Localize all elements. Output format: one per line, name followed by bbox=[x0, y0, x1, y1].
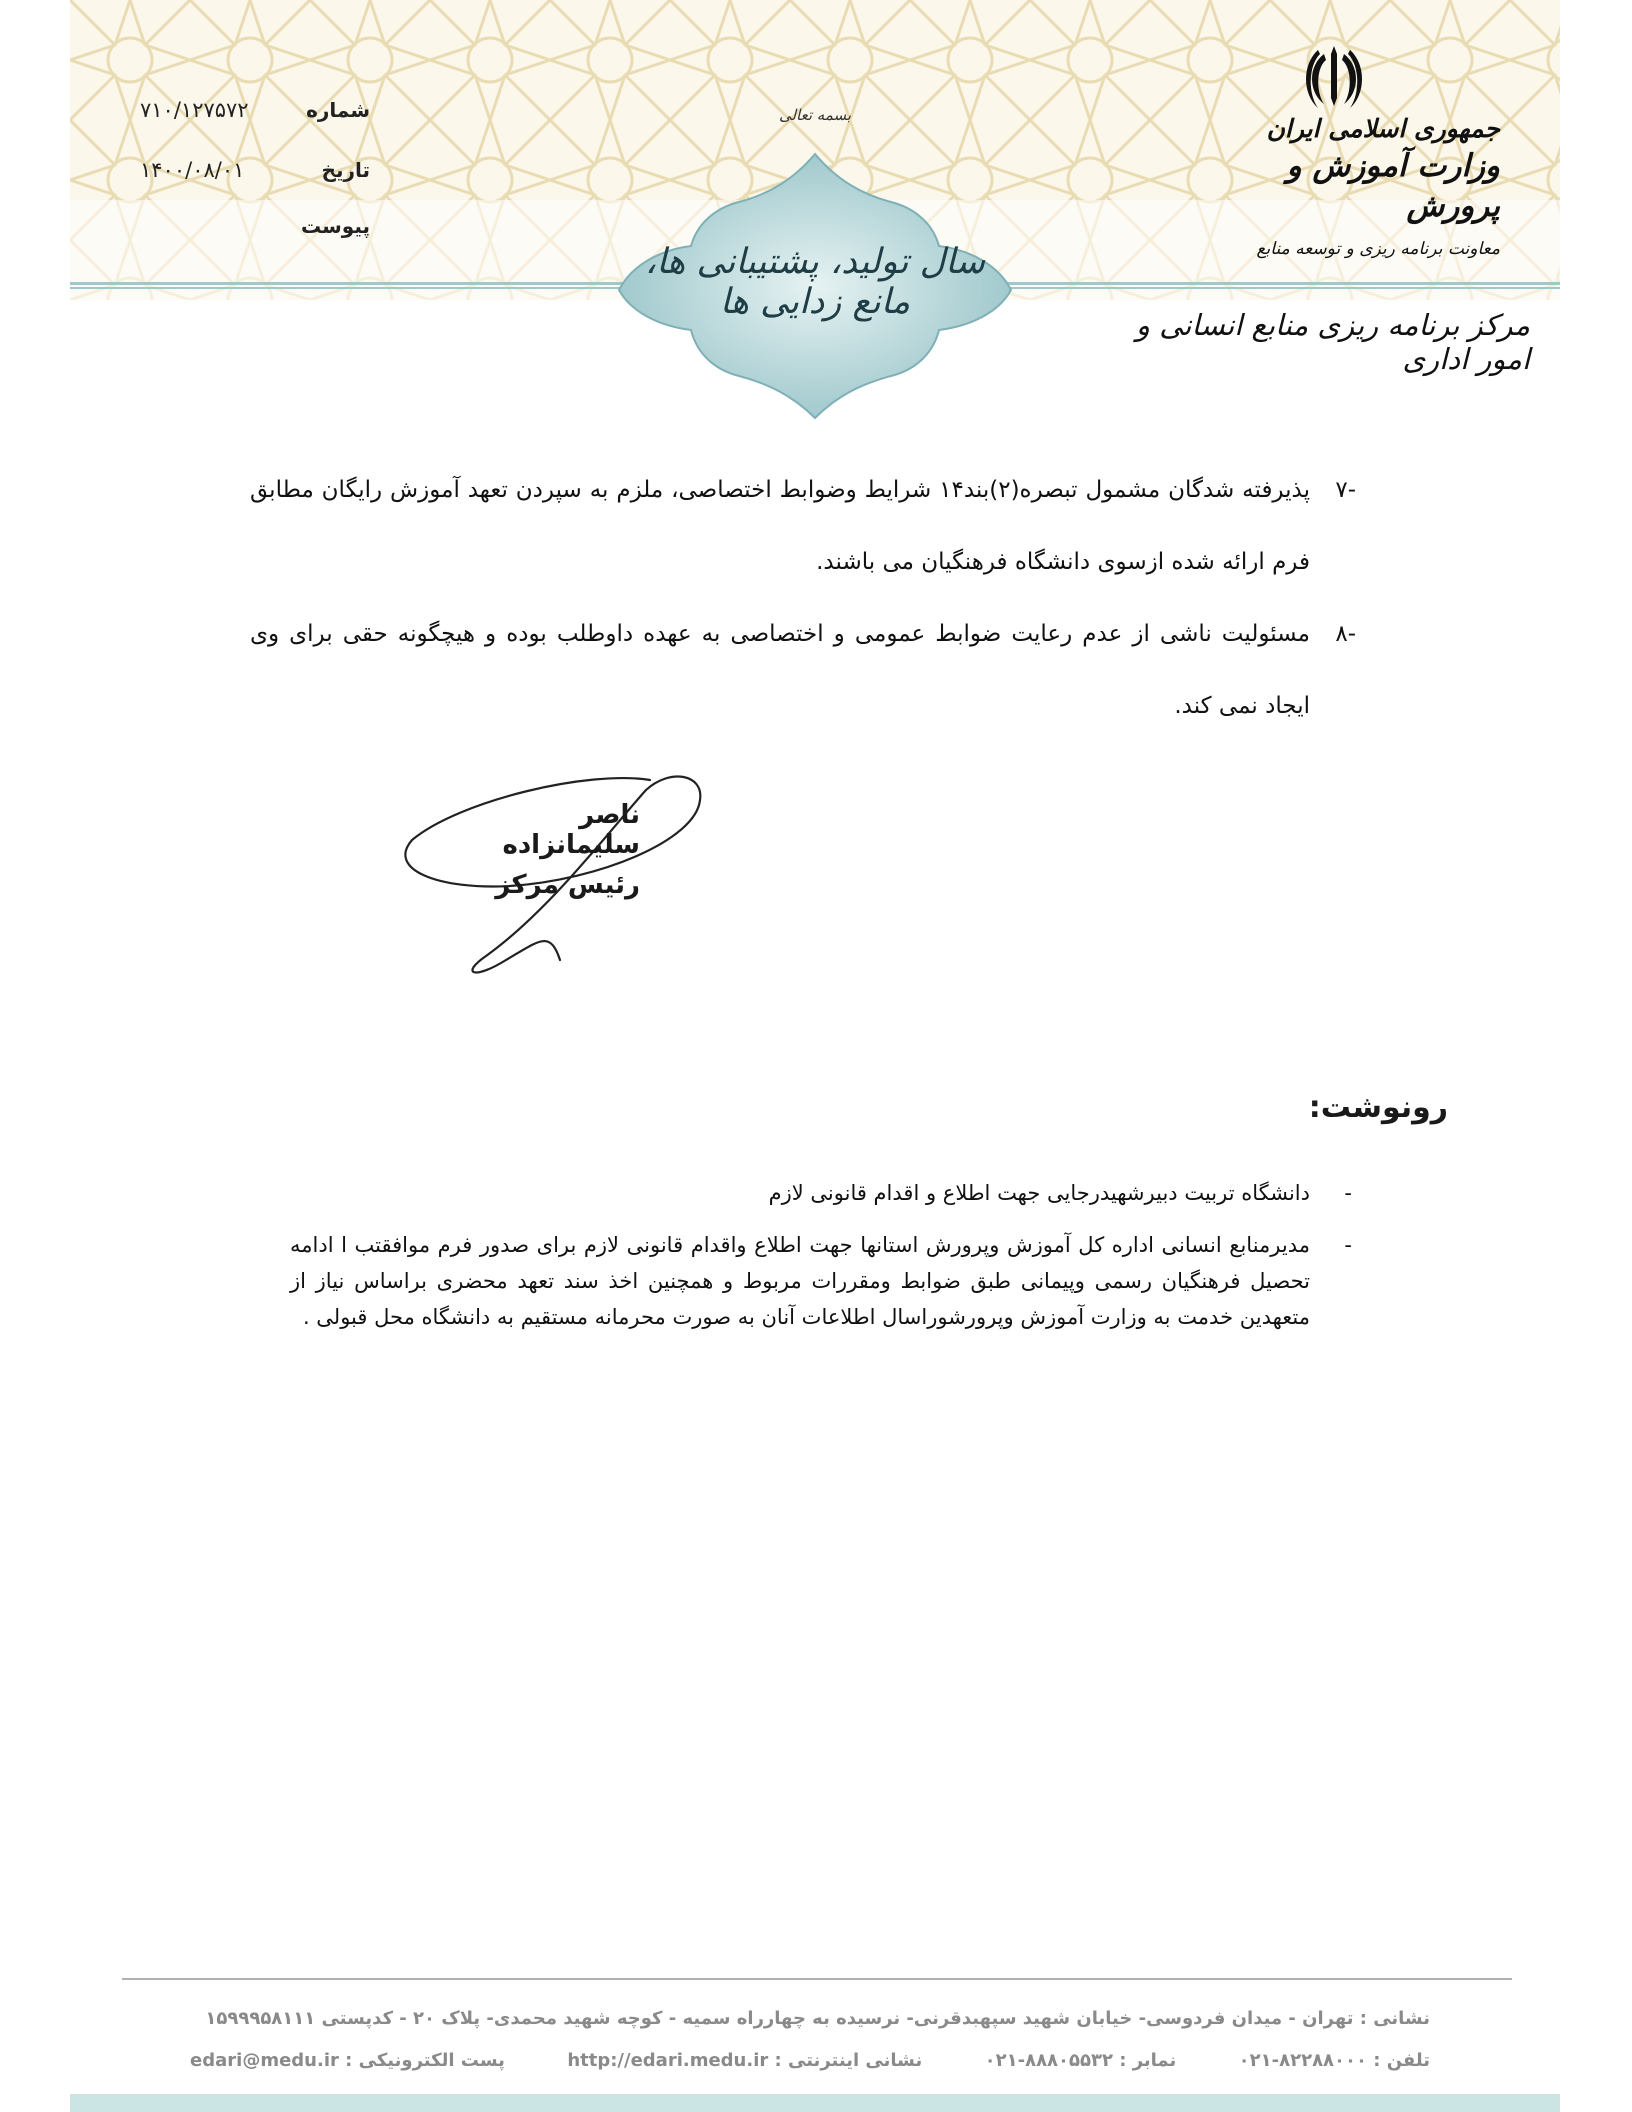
item-text: مسئولیت ناشی از عدم رعایت ضوابط عمومی و اختصاصی به عهده داوطلب بوده و هیچگونه حقی برای وی ایجاد نمی کند. bbox=[250, 621, 1310, 719]
ministry-deputy: معاونت برنامه ریزی و توسعه منابع bbox=[1256, 239, 1500, 259]
letter-date-label: تاریخ bbox=[321, 158, 370, 182]
copy-dash: - bbox=[1344, 1233, 1352, 1257]
footer-phone: تلفن : ۸۲۲۸۸۰۰۰-۰۲۱ bbox=[1238, 2050, 1430, 2071]
invocation-text: بسمه تعالی bbox=[778, 106, 852, 124]
letter-number-label: شماره bbox=[306, 98, 370, 122]
footer-rule bbox=[122, 1978, 1512, 1980]
center-name: مرکز برنامه ریزی منابع انسانی و امور اداری bbox=[1136, 308, 1530, 376]
footer-fax: نمابر : ۸۸۸۰۵۵۳۲-۰۲۱ bbox=[984, 2050, 1177, 2071]
body-item bbox=[250, 454, 1356, 598]
copies-heading: رونوشت: bbox=[1308, 1090, 1448, 1125]
item-text: پذیرفته شدگان مشمول تبصره(۲)بند۱۴ شرایط وضوابط اختصاصی، ملزم به سپردن تعهد آموزش رایگان مطابق فرم ارائه شده ازسوی دانشگاه فرهنگیان می باشند. bbox=[250, 477, 1310, 575]
copy-text: دانشگاه تربیت دبیرشهیدرجایی جهت اطلاع و اقدام قانونی لازم bbox=[768, 1181, 1310, 1205]
iran-emblem-icon bbox=[1298, 40, 1370, 112]
footer-color-band bbox=[70, 2094, 1560, 2112]
signer-name: ناصر سلیمانزاده bbox=[502, 800, 640, 860]
footer-website: نشانی اینترنتی : http://edari.medu.ir bbox=[567, 2050, 923, 2071]
letter-attachment-label: پیوست bbox=[300, 214, 370, 238]
letter-number-value: ۷۱۰/۱۲۷۵۷۲ bbox=[140, 98, 249, 122]
year-slogan: سال تولید، پشتیبانی ها، مانع زدایی ها bbox=[644, 242, 986, 322]
item-number: -۷ bbox=[1335, 477, 1356, 503]
footer-contact-line bbox=[190, 2050, 1430, 2071]
signer-title: رئیس مرکز bbox=[495, 870, 640, 900]
ministry-country: جمهوری اسلامی ایران bbox=[1266, 114, 1500, 143]
footer-address: نشانی : تهران - میدان فردوسی- خیابان شهید سپهبدقرنی- نرسیده به چهارراه سمیه - کوچه شهید محمدی- پلاک ۲۰ - کدپستی ۱۵۹۹۹۵۸۱۱۱ bbox=[205, 2008, 1430, 2029]
copy-recipient bbox=[290, 1175, 1352, 1211]
item-number: -۸ bbox=[1335, 621, 1356, 647]
letter-date-value: ۱۴۰۰/۰۸/۰۱ bbox=[140, 158, 245, 182]
copy-dash: - bbox=[1344, 1181, 1352, 1205]
letter-attachment-row bbox=[140, 214, 370, 238]
letter-number-row bbox=[140, 98, 370, 122]
copy-text: مدیرمنابع انسانی اداره کل آموزش وپرورش استانها جهت اطلاع واقدام قانونی لازم برای صدور فرم موافقتب ا ادامه تحصیل فرهنگیان رسمی وپیمانی طبق ضوابط ومقررات مربوط و همچنین اخذ سند تعهد محضری براساس نیاز از متعهدین خدمت به وزارت آموزش وپرورشوراسال اطلاعات آنان به صورت محرمانه مستقیم به دانشگاه محل قبولی . bbox=[290, 1233, 1310, 1329]
footer-email: پست الکترونیکی : edari@medu.ir bbox=[190, 2050, 505, 2071]
body-item bbox=[250, 598, 1356, 742]
ministry-name: وزارت آموزش و پرورش bbox=[1286, 148, 1500, 224]
ministry-block bbox=[1200, 112, 1500, 272]
letter-date-row bbox=[140, 158, 370, 182]
copy-recipient bbox=[290, 1227, 1352, 1335]
footer-address-line bbox=[190, 2008, 1430, 2029]
